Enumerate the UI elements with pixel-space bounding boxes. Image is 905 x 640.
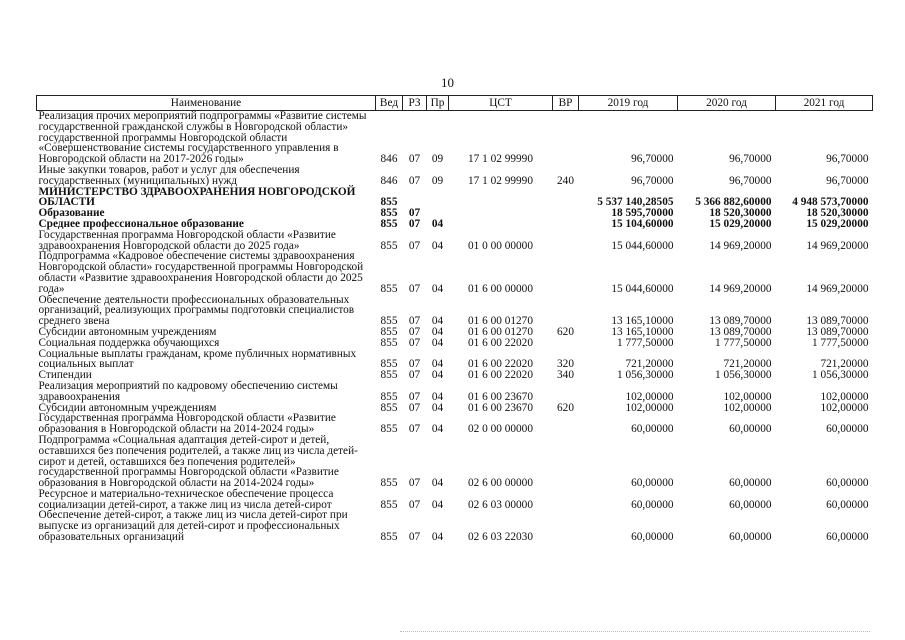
row-2020: 1 056,30000 [715, 369, 772, 382]
row-ved: 855 [380, 477, 398, 490]
table-row [37, 413, 873, 435]
row-pr: 04 [431, 531, 444, 544]
row-2019: 15 104,60000 [611, 217, 674, 230]
row-rz: 07 [408, 153, 421, 166]
row-vr [553, 413, 579, 435]
row-pr: 04 [431, 358, 444, 371]
row-rz: 07 [408, 282, 421, 295]
table-row [37, 510, 873, 542]
col-2020-header: 2020 год [678, 96, 776, 111]
row-2019: 15 044,60000 [611, 239, 674, 252]
row-2021: 13 089,70000 [806, 315, 869, 328]
row-pr: 09 [431, 153, 444, 166]
col-vr-header: ВР [553, 96, 579, 111]
row-vr [553, 230, 579, 252]
row-cst [449, 208, 553, 219]
row-2020: 14 969,20000 [709, 239, 772, 252]
row-2021: 13 089,70000 [806, 325, 869, 338]
row-rz: 07 [408, 207, 421, 220]
row-name: Государственная программа Новгородской области «Развитие образования в Новгородской области на 2014-2024 годы» [38, 412, 336, 436]
row-rz: 07 [408, 390, 421, 403]
page-number: 10 [441, 75, 454, 90]
row-2019: 18 595,70000 [611, 207, 674, 220]
row-vr [553, 510, 579, 542]
row-name: МИНИСТЕРСТВО ЗДРАВООХРАНЕНИЯ НОВГОРОДСКОЙ ОБЛАСТИ [38, 185, 356, 209]
budget-table [36, 95, 873, 543]
row-name: Среднее профессиональное образование [38, 217, 244, 230]
table-row [37, 187, 873, 209]
row-cst [449, 187, 553, 209]
row-2020: 102,00000 [723, 390, 772, 403]
row-name: Субсидии автономным учреждениям [38, 325, 217, 338]
row-cst [449, 219, 553, 230]
row-cst: 02 6 03 22030 [468, 531, 533, 544]
row-2019: 60,00000 [631, 498, 674, 511]
row-rz: 07 [408, 217, 421, 230]
row-2019: 60,00000 [631, 531, 674, 544]
row-vr [553, 381, 579, 403]
row-vr [553, 251, 579, 294]
table-header [37, 96, 873, 111]
row-2020: 60,00000 [729, 531, 772, 544]
row-2020: 721,20000 [723, 358, 772, 371]
table-row [37, 251, 873, 294]
row-cst: 01 6 00 01270 [468, 315, 533, 328]
row-ved: 855 [380, 217, 398, 230]
row-cst: 01 6 00 01270 [468, 325, 533, 338]
row-2020: 15 029,20000 [709, 217, 772, 230]
row-name: Образование [38, 207, 105, 220]
row-ved: 855 [380, 423, 398, 436]
row-name: Подпрограмма «Социальная адаптация детей-сирот и детей, оставшихся без попечения родителей, а также лиц из числа детей-сирот и детей, оставшихся без попечения родителей» государственной программы Новгородской области «Развитие образования в Новгородской области на 2014-2024 годы» [38, 433, 358, 490]
row-cst: 01 6 00 23670 [468, 401, 533, 414]
row-rz [403, 187, 427, 209]
row-pr: 04 [431, 315, 444, 328]
table-row [37, 295, 873, 327]
row-name: Государственная программа Новгородской области «Развитие здравоохранения Новгородской области до 2025 года» [38, 228, 336, 252]
row-ved: 855 [380, 369, 398, 382]
row-cst: 01 6 00 00000 [468, 282, 533, 295]
row-2021: 60,00000 [826, 477, 869, 490]
table-row [37, 381, 873, 403]
table-row [37, 489, 873, 511]
row-cst: 02 6 03 00000 [468, 498, 533, 511]
row-cst: 02 6 00 00000 [468, 477, 533, 490]
row-cst: 01 0 00 00000 [468, 239, 533, 252]
col-pr-header: Пр [427, 96, 449, 111]
row-2021: 60,00000 [826, 531, 869, 544]
row-2019: 13 165,10000 [611, 315, 674, 328]
row-2021: 60,00000 [826, 498, 869, 511]
row-2021: 14 969,20000 [806, 282, 869, 295]
row-vr [553, 219, 579, 230]
row-cst: 01 6 00 22020 [468, 358, 533, 371]
row-2020: 60,00000 [729, 423, 772, 436]
row-rz: 07 [408, 325, 421, 338]
row-pr: 04 [431, 401, 444, 414]
row-cst: 02 0 00 00000 [468, 423, 533, 436]
row-pr: 04 [431, 369, 444, 382]
row-rz: 07 [408, 477, 421, 490]
row-vr [553, 338, 579, 349]
row-pr: 04 [431, 217, 444, 230]
row-rz: 07 [408, 531, 421, 544]
row-name: Социальные выплаты гражданам, кроме публичных нормативных социальных выплат [38, 347, 357, 371]
row-name: Обеспечение деятельности профессиональных образовательных организаций, реализующих программы подготовки специалистов среднего звена [38, 293, 355, 328]
row-vr: 620 [557, 401, 574, 414]
row-pr: 04 [431, 282, 444, 295]
row-2019: 96,70000 [631, 153, 674, 166]
row-rz: 07 [408, 174, 421, 187]
col-2019-header: 2019 год [579, 96, 678, 111]
row-name: Субсидии автономным учреждениям [38, 401, 217, 414]
row-2021: 15 029,20000 [806, 217, 869, 230]
row-name: Подпрограмма «Кадровое обеспечение системы здравоохранения Новгородской области» государственной программы Новгородской области «Развитие здравоохранения Новгородской области до 2025 года» [38, 250, 364, 295]
row-vr [553, 208, 579, 219]
row-2021: 102,00000 [820, 390, 869, 403]
row-2021: 102,00000 [820, 401, 869, 414]
row-vr [553, 187, 579, 209]
row-ved: 855 [380, 531, 398, 544]
row-pr: 04 [431, 239, 444, 252]
row-vr: 240 [557, 174, 574, 187]
row-ved: 855 [380, 390, 398, 403]
row-vr [553, 489, 579, 511]
col-name-header: Наименование [37, 96, 376, 111]
row-2020: 5 366 882,60000 [695, 196, 772, 209]
row-2020: 96,70000 [729, 153, 772, 166]
row-ved: 855 [380, 336, 398, 349]
row-2021: 1 777,50000 [812, 336, 869, 349]
row-2020: 96,70000 [729, 174, 772, 187]
row-name: Социальная поддержка обучающихся [38, 336, 220, 349]
row-pr: 09 [431, 174, 444, 187]
row-cst: 01 6 00 23670 [468, 390, 533, 403]
row-rz: 07 [408, 369, 421, 382]
row-2021: 18 520,30000 [806, 207, 869, 220]
row-2019: 5 537 140,28505 [597, 196, 674, 209]
row-ved: 855 [380, 401, 398, 414]
row-name: Иные закупки товаров, работ и услуг для обеспечения государственных (муниципальных) нужд [38, 163, 300, 187]
row-2019: 721,20000 [625, 358, 674, 371]
row-pr: 04 [431, 390, 444, 403]
row-cst: 01 6 00 22020 [468, 336, 533, 349]
row-2021: 14 969,20000 [806, 239, 869, 252]
table-row [37, 165, 873, 187]
row-2020: 102,00000 [723, 401, 772, 414]
row-ved: 855 [380, 315, 398, 328]
row-2020: 13 089,70000 [709, 315, 772, 328]
row-2019: 1 056,30000 [617, 369, 674, 382]
col-2021-header: 2021 год [776, 96, 873, 111]
row-ved: 846 [380, 174, 398, 187]
row-pr: 04 [431, 498, 444, 511]
table-row [37, 338, 873, 349]
row-2019: 13 165,10000 [611, 325, 674, 338]
row-rz: 07 [408, 358, 421, 371]
row-2020: 18 520,30000 [709, 207, 772, 220]
row-pr [427, 187, 449, 209]
row-2020: 14 969,20000 [709, 282, 772, 295]
row-vr: 620 [557, 325, 574, 338]
row-2021: 721,20000 [820, 358, 869, 371]
row-2020: 60,00000 [729, 477, 772, 490]
row-name: Обеспечение детей-сирот, а также лиц из числа детей-сирот при выпуске из организаций для детей-сирот и профессиональных образовательных организаций [38, 509, 348, 544]
row-cst: 17 1 02 99990 [468, 174, 533, 187]
col-cst-header: ЦСТ [449, 96, 553, 111]
row-vr: 320 [557, 358, 574, 371]
row-ved: 855 [380, 498, 398, 511]
row-2020: 60,00000 [729, 498, 772, 511]
row-rz: 07 [408, 239, 421, 252]
row-rz: 07 [408, 423, 421, 436]
row-2020: 13 089,70000 [709, 325, 772, 338]
row-pr: 04 [431, 325, 444, 338]
row-2020: 1 777,50000 [715, 336, 772, 349]
row-cst: 01 6 00 22020 [468, 369, 533, 382]
row-name: Стипендии [38, 369, 92, 382]
row-pr: 04 [431, 336, 444, 349]
table-row [37, 111, 873, 165]
row-ved: 855 [380, 207, 398, 220]
row-ved: 855 [380, 239, 398, 252]
row-ved: 855 [380, 196, 398, 209]
row-vr [553, 295, 579, 327]
row-name: Реализация прочих мероприятий подпрограммы «Развитие системы государственной гражданской службы в Новгородской области» государственной программы Новгородской области «Совершенствование системы государственного управления в Новгородской области на 2017-2026 годы» [38, 110, 367, 166]
row-ved: 855 [380, 282, 398, 295]
row-2021: 4 948 573,70000 [792, 196, 869, 209]
row-rz: 07 [408, 315, 421, 328]
row-rz: 07 [408, 336, 421, 349]
row-ved: 855 [380, 358, 398, 371]
row-2021: 1 056,30000 [812, 369, 869, 382]
row-2021: 60,00000 [826, 423, 869, 436]
row-2019: 102,00000 [625, 390, 674, 403]
table-row [37, 435, 873, 489]
page-bottom-divider [400, 631, 870, 632]
row-name: Ресурсное и материально-техническое обеспечение процесса социализации детей-сирот, а также лиц из числа детей-сирот [38, 487, 334, 511]
row-ved: 846 [380, 153, 398, 166]
row-rz: 07 [408, 498, 421, 511]
col-rz-header: РЗ [403, 96, 427, 111]
row-2019: 60,00000 [631, 423, 674, 436]
row-vr [553, 435, 579, 489]
row-2021: 96,70000 [826, 174, 869, 187]
row-2019: 15 044,60000 [611, 282, 674, 295]
row-2021: 96,70000 [826, 153, 869, 166]
row-ved: 855 [380, 325, 398, 338]
row-2019: 1 777,50000 [617, 336, 674, 349]
col-ved-header: Вед [376, 96, 403, 111]
row-2019: 102,00000 [625, 401, 674, 414]
row-pr: 04 [431, 477, 444, 490]
table-row [37, 230, 873, 252]
row-2019: 60,00000 [631, 477, 674, 490]
row-name: Реализация мероприятий по кадровому обеспечению системы здравоохранения [38, 379, 338, 403]
row-cst: 17 1 02 99990 [468, 153, 533, 166]
row-pr: 04 [431, 423, 444, 436]
row-vr [553, 111, 579, 165]
row-vr: 340 [557, 369, 574, 382]
row-2019: 96,70000 [631, 174, 674, 187]
table-row [37, 349, 873, 371]
row-rz: 07 [408, 401, 421, 414]
